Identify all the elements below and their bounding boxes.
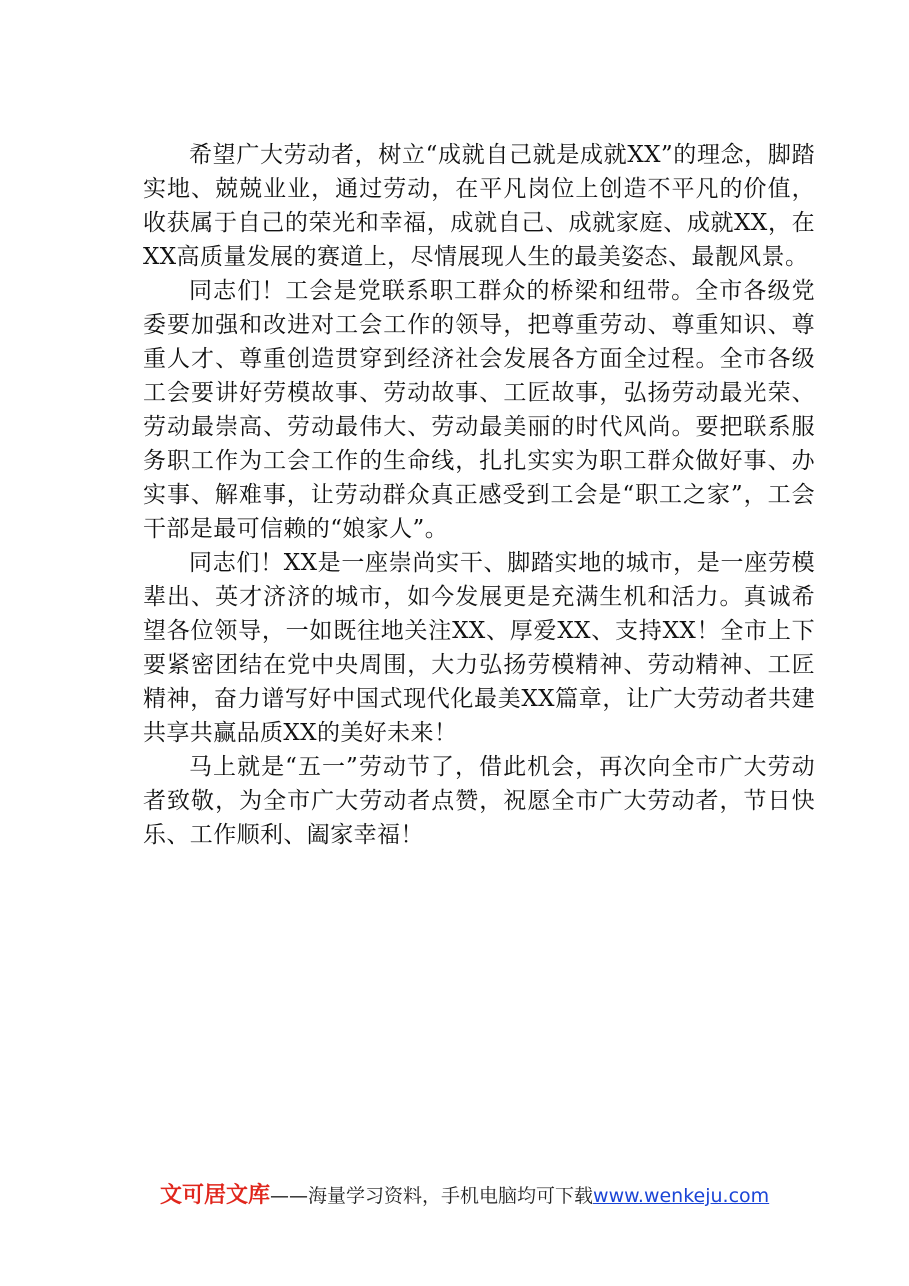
footer-brand: 文可居文库 bbox=[160, 1183, 271, 1208]
document-body bbox=[143, 138, 815, 852]
footer-slogan: 海量学习资料，手机电脑均可下载 bbox=[308, 1185, 594, 1207]
paragraph-2: 同志们！工会是党联系职工群众的桥梁和纽带。全市各级党委要加强和改进对工会工作的领导，把尊重劳动、尊重知识、尊重人才、尊重创造贯穿到经济社会发展各方面全过程。全市各级工会要讲好劳模故事、劳动故事、工匠故事，弘扬劳动最光荣、劳动最崇高、劳动最伟大、劳动最美丽的时代风尚。要把联系服务职工作为工会工作的生命线，扎扎实实为职工群众做好事、办实事、解难事，让劳动群众真正感受到工会是“职工之家”，工会干部是最可信赖的“娘家人”。 bbox=[143, 278, 815, 542]
paragraph-1: 希望广大劳动者，树立“成就自己就是成就XX”的理念，脚踏实地、兢兢业业，通过劳动，在平凡岗位上创造不平凡的价值，收获属于自己的荣光和幸福，成就自己、成就家庭、成就XX，在XX高质量发展的赛道上，尽情展现人生的最美姿态、最靓风景。 bbox=[143, 142, 815, 270]
footer-separator: —— bbox=[270, 1185, 309, 1207]
paragraph-3: 同志们！XX是一座崇尚实干、脚踏实地的城市，是一座劳模辈出、英才济济的城市，如今发展更是充满生机和活力。真诚希望各位领导，一如既往地关注XX、厚爱XX、支持XX！全市上下要紧密团结在党中央周围，大力弘扬劳模精神、劳动精神、工匠精神，奋力谱写好中国式现代化最美XX篇章，让广大劳动者共建共享共赢品质XX的美好未来！ bbox=[143, 550, 815, 746]
footer-link[interactable]: www.wenkeju.com bbox=[593, 1185, 770, 1207]
paragraph-4: 马上就是“五一”劳动节了，借此机会，再次向全市广大劳动者致敬，为全市广大劳动者点赞，祝愿全市广大劳动者，节日快乐、工作顺利、阖家幸福！ bbox=[143, 754, 815, 848]
footer-banner bbox=[160, 1182, 780, 1210]
